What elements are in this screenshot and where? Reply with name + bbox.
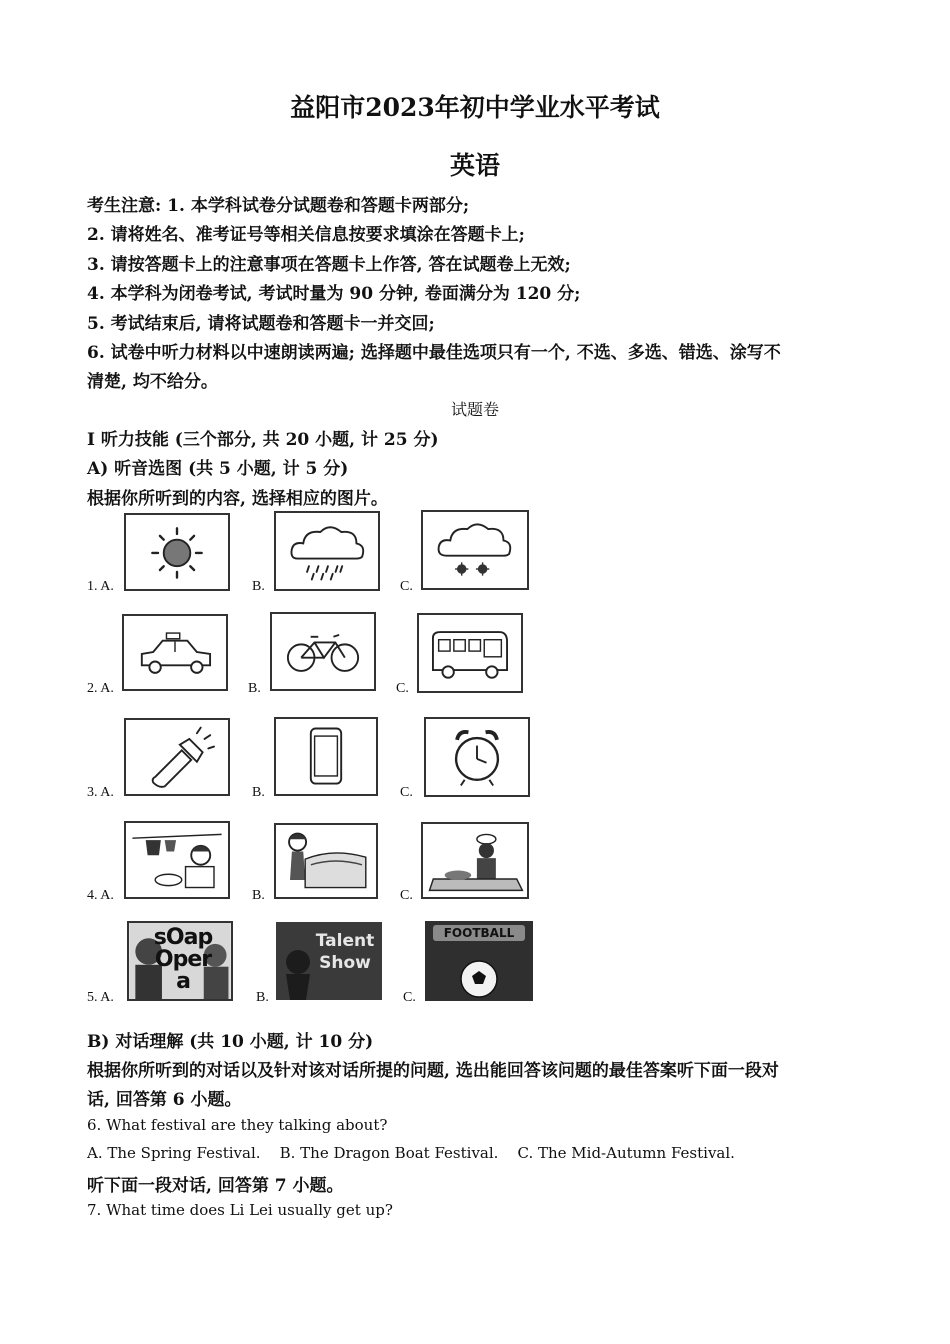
q5-option-c[interactable] [425, 921, 533, 1001]
phone-icon [276, 719, 376, 794]
q6-question: 6. What festival are they talking about? [87, 1116, 388, 1134]
q5-option-b[interactable] [276, 922, 382, 1000]
q7-question: 7. What time does Li Lei usually get up? [87, 1201, 393, 1219]
cooking-icon [423, 824, 527, 897]
q7-intro: 听下面一段对话, 回答第 7 小题。 [87, 1176, 344, 1196]
sectionA-heading: A) 听音选图 (共 5 小题, 计 5 分) [87, 459, 349, 479]
football-text: FOOTBALL [443, 926, 515, 940]
sectionA-instruction: 根据你所听到的内容, 选择相应的图片。 [87, 489, 388, 509]
flashlight-icon [126, 720, 228, 794]
laundry-icon [126, 823, 228, 897]
q4-option-b[interactable] [274, 823, 378, 899]
q2-option-a[interactable] [122, 614, 228, 691]
q5-label-c: C. [403, 990, 416, 1005]
soap-opera-text: sOap Opera [153, 925, 213, 994]
q2-label-b: B. [248, 681, 261, 696]
q3-option-c[interactable] [424, 717, 530, 797]
q4-label-a: 4. A. [87, 888, 114, 903]
snow-cloud-icon [423, 512, 527, 588]
sectionB-instruction-1: 根据你所听到的对话以及针对该对话所提的问题, 选出能回答该问题的最佳答案听下面一段对 [87, 1061, 779, 1081]
q4-label-c: C. [400, 888, 413, 903]
notice-line-2: 2. 请将姓名、准考证号等相关信息按要求填涂在答题卡上; [87, 225, 525, 245]
exam-title: 益阳市2023年初中学业水平考试 [290, 93, 660, 122]
notice-line-3: 3. 请按答题卡上的注意事项在答题卡上作答, 答在试题卷上无效; [87, 255, 571, 275]
talent-show-text: Talent Show [315, 931, 375, 973]
rain-cloud-icon [276, 513, 378, 589]
q5-label-b: B. [256, 990, 269, 1005]
q3-label-b: B. [252, 785, 265, 800]
q3-label-a: 3. A. [87, 785, 114, 800]
q1-option-b[interactable] [274, 511, 380, 591]
notice-line-5: 5. 考试结束后, 请将试题卷和答题卡一并交回; [87, 314, 435, 334]
bicycle-icon [272, 614, 374, 689]
q1-label-b: B. [252, 579, 265, 594]
sectionB-heading: B) 对话理解 (共 10 小题, 计 10 分) [87, 1032, 374, 1052]
q1-option-c[interactable] [421, 510, 529, 590]
q3-option-b[interactable] [274, 717, 378, 796]
part1-heading: I 听力技能 (三个部分, 共 20 小题, 计 25 分) [87, 430, 439, 450]
taxi-icon [124, 616, 226, 689]
q2-label-a: 2. A. [87, 681, 114, 696]
notice-line-7: 清楚, 均不给分。 [87, 372, 218, 392]
sun-icon [126, 515, 228, 589]
bus-icon [419, 615, 521, 691]
q6-options: A. The Spring Festival. B. The Dragon Boat Festival. C. The Mid-Autumn Festival. [87, 1144, 735, 1162]
notice-line-4: 4. 本学科为闭卷考试, 考试时量为 90 分钟, 卷面满分为 120 分; [87, 284, 581, 304]
q1-option-a[interactable] [124, 513, 230, 591]
q5-label-a: 5. A. [87, 990, 114, 1005]
q3-label-c: C. [400, 785, 413, 800]
q3-option-a[interactable] [124, 718, 230, 796]
q4-option-c[interactable] [421, 822, 529, 899]
exam-subject: 英语 [449, 151, 500, 180]
notice-line-1: 考生注意: 1. 本学科试卷分试题卷和答题卡两部分; [87, 196, 470, 216]
alarm-clock-icon [426, 719, 528, 795]
q1-label-a: 1. A. [87, 579, 114, 594]
q5-option-a[interactable] [127, 921, 233, 1001]
q2-option-b[interactable] [270, 612, 376, 691]
q2-option-c[interactable] [417, 613, 523, 693]
paper-label: 试题卷 [450, 400, 499, 419]
q1-label-c: C. [400, 579, 413, 594]
making-bed-icon [276, 825, 376, 897]
q4-label-b: B. [252, 888, 265, 903]
q2-label-c: C. [396, 681, 409, 696]
q4-option-a[interactable] [124, 821, 230, 899]
notice-line-6: 6. 试卷中听力材料以中速朗读两遍; 选择题中最佳选项只有一个, 不选、多选、错选、涂写不 [87, 343, 781, 363]
sectionB-instruction-2: 话, 回答第 6 小题。 [87, 1090, 242, 1110]
